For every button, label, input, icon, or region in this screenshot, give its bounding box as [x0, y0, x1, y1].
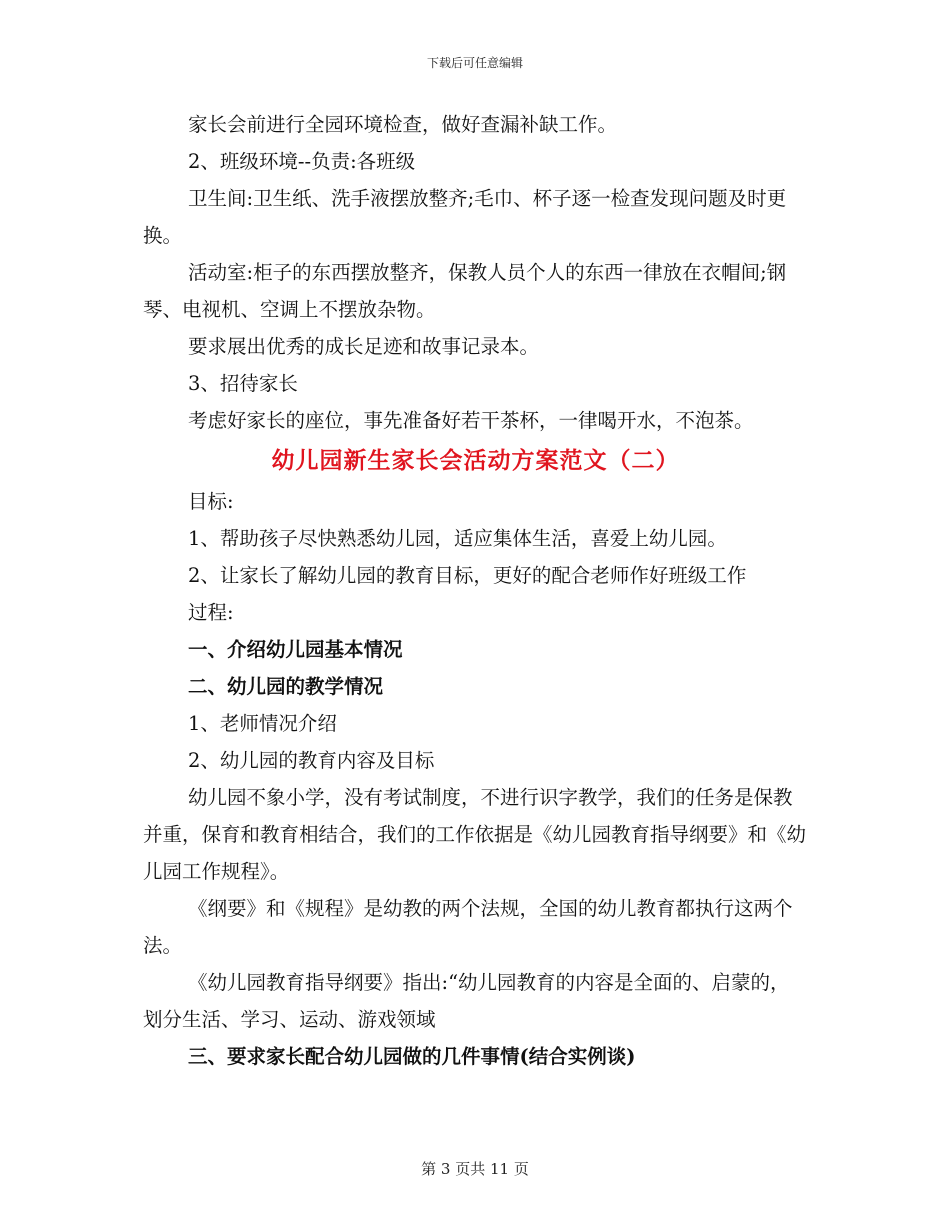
paragraph: 3、招待家长: [188, 372, 298, 395]
heading-item: 三、要求家长配合幼儿园做的几件事情(结合实例谈): [188, 1045, 636, 1068]
paragraph: 2、幼儿园的教育内容及目标: [188, 749, 435, 772]
heading-item: 一、介绍幼儿园基本情况: [188, 638, 403, 661]
paragraph: 过程:: [188, 601, 234, 624]
paragraph: 目标:: [188, 490, 234, 513]
paragraph: 考虑好家长的座位，事先准备好若干茶杯，一律喝开水，不泡茶。: [188, 409, 754, 432]
paragraph: 2、班级环境--负责:各班级: [188, 150, 416, 173]
page-footer: 第 3 页共 11 页: [421, 1160, 529, 1178]
paragraph: 《纲要》和《规程》是幼教的两个法规，全国的幼儿教育都执行这两个法。: [143, 897, 793, 957]
document-body: [143, 106, 808, 1075]
heading-item: 二、幼儿园的教学情况: [188, 675, 384, 698]
section-title: 幼儿园新生家长会活动方案范文（二）: [271, 447, 680, 474]
paragraph: 1、老师情况介绍: [188, 712, 337, 735]
paragraph: 卫生间:卫生纸、洗手液摆放整齐;毛巾、杯子逐一检查发现问题及时更换。: [143, 187, 787, 247]
page-header: 下载后可任意编辑: [426, 56, 523, 70]
paragraph: 家长会前进行全园环境检查，做好查漏补缺工作。: [188, 113, 618, 136]
paragraph: 活动室:柜子的东西摆放整齐，保教人员个人的东西一律放在衣帽间;钢琴、电视机、空调上不摆放杂物。: [143, 261, 787, 321]
paragraph: 1、帮助孩子尽快熟悉幼儿园，适应集体生活，喜爱上幼儿园。: [188, 527, 727, 550]
paragraph: 幼儿园不象小学，没有考试制度，不进行识字教学，我们的任务是保教并重，保育和教育相结合，我们的工作依据是《幼儿园教育指导纲要》和《幼儿园工作规程》。: [143, 786, 807, 883]
paragraph: 要求展出优秀的成长足迹和故事记录本。: [188, 335, 540, 358]
paragraph: 2、让家长了解幼儿园的教育目标，更好的配合老师作好班级工作: [188, 564, 747, 587]
paragraph: 《幼儿园教育指导纲要》指出:“幼儿园教育的内容是全面的、启蒙的，划分生活、学习、运动、游戏领域: [143, 971, 790, 1031]
